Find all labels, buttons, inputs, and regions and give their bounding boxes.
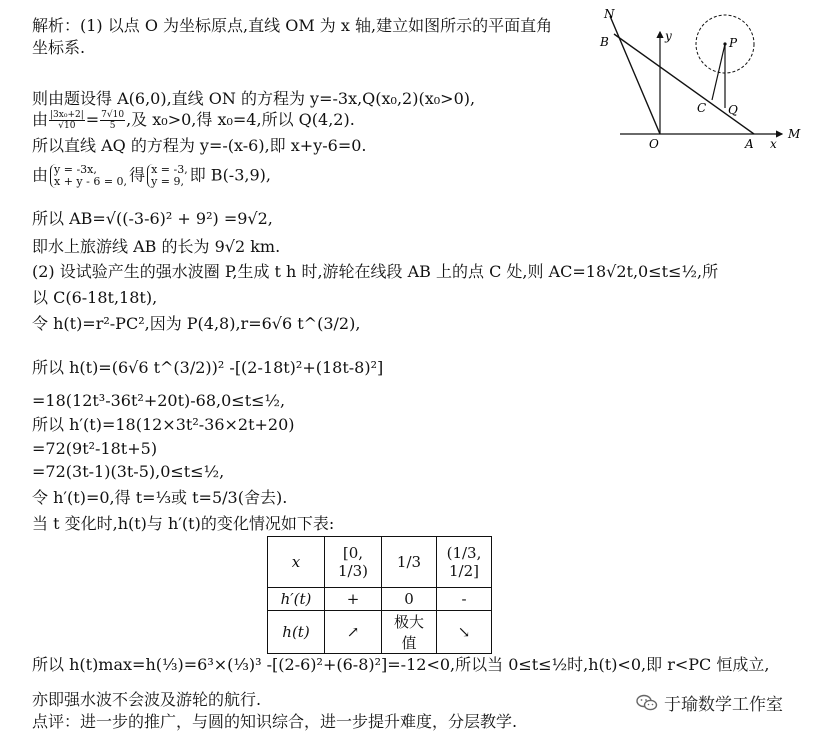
table-cell: + — [325, 588, 382, 611]
table-row — [268, 588, 492, 611]
solution-line-21: 点评：进一步的推广，与圆的知识综合，进一步提升难度，分层教学. — [32, 712, 518, 731]
system1-eq-b: x + y - 6 = 0, — [54, 175, 128, 188]
line6-prefix: 由 — [32, 165, 49, 185]
fraction-value — [100, 110, 125, 131]
line4-prefix: 由 — [32, 110, 49, 129]
fraction-den-2: 5 — [109, 121, 116, 131]
solution-line-7: 所以 AB=√((-3-6)² + 9²) =9√2, — [32, 209, 273, 228]
solution-line-8: 即水上旅游线 AB 的长为 9√2 km. — [32, 237, 281, 256]
label-C: C — [697, 101, 707, 115]
equation-system-2 — [147, 164, 188, 188]
table-cell: [0, 1/3) — [325, 537, 382, 588]
solution-line-14: 所以 h′(t)=18(12×3t²-36×2t+20) — [32, 415, 295, 434]
table-cell: x — [268, 537, 325, 588]
fraction-distance — [49, 110, 85, 131]
table-cell: ↗ — [325, 611, 382, 654]
label-O: O — [649, 137, 659, 151]
label-M: M — [788, 127, 801, 141]
label-N: N — [604, 7, 615, 21]
solution-line-3: 则由题设得 A(6,0),直线 ON 的方程为 y=-3x,Q(x₀,2)(x₀>0), — [32, 89, 476, 108]
solution-line-12: 所以 h(t)=(6√6 t^(3/2))² -[(2-18t)²+(18t-8)²] — [32, 358, 384, 377]
line6-mid: 得 — [129, 165, 146, 185]
solution-line-18: 当 t 变化时,h(t)与 h′(t)的变化情况如下表: — [32, 514, 335, 533]
system1-eq-a: y = -3x, — [54, 163, 97, 176]
label-B: B — [600, 35, 609, 49]
table-cell: h(t) — [268, 611, 325, 654]
wechat-icon — [636, 694, 658, 717]
table-cell: h′(t) — [268, 588, 325, 611]
table-cell: (1/3, 1/2] — [437, 537, 492, 588]
line4-rest: ,及 x₀>0,得 x₀=4,所以 Q(4,2). — [126, 110, 355, 129]
segment-PC — [712, 44, 725, 100]
line-ON — [610, 16, 660, 134]
solution-line-16: =72(3t-1)(3t-5),0≤t≤½, — [32, 462, 225, 481]
system2-eq-b: y = 9, — [151, 175, 184, 188]
table-cell: 0 — [382, 588, 437, 611]
solution-line-15: =72(9t²-18t+5) — [32, 439, 158, 458]
fraction-num-2: 7√10 — [101, 110, 125, 120]
label-x: x — [770, 137, 777, 151]
table-cell: 1/3 — [382, 537, 437, 588]
solution-line-5: 所以直线 AQ 的方程为 y=-(x-6),即 x+y-6=0. — [32, 136, 367, 155]
table-cell: ↘ — [437, 611, 492, 654]
table-header-row — [268, 537, 492, 588]
solution-line-20: 亦即强水波不会波及游轮的航行. — [32, 690, 262, 709]
line4-eq: = — [85, 110, 100, 129]
solution-line-1: 解析：(1) 以点 O 为坐标原点,直线 OM 为 x 轴,建立如图所示的平面直角 — [32, 16, 553, 35]
equation-system-1 — [50, 164, 127, 188]
watermark-text: 于瑜数学工作室 — [664, 695, 783, 715]
table-row — [268, 611, 492, 654]
solution-line-6 — [32, 164, 271, 188]
solution-line-11: 令 h(t)=r²-PC²,因为 P(4,8),r=6√6 t^(3/2), — [32, 314, 361, 333]
solution-line-9: (2) 设试验产生的强水波圈 P,生成 t h 时,游轮在线段 AB 上的点 C 处,则 AC=18√2t,0≤t≤½,所 — [32, 262, 719, 281]
line6-rest: 即 B(-3,9), — [189, 165, 271, 185]
solution-line-13: =18(12t³-36t²+20t)-68,0≤t≤½, — [32, 391, 286, 410]
system2-eq-a: x = -3, — [151, 163, 188, 176]
solution-line-10: 以 C(6-18t,18t), — [32, 288, 158, 307]
fraction-den: √10 — [58, 121, 76, 131]
table-cell: 极大值 — [382, 611, 437, 654]
table-cell: - — [437, 588, 492, 611]
solution-line-2: 坐标系. — [32, 38, 86, 57]
label-A: A — [745, 137, 754, 151]
label-Q: Q — [728, 103, 738, 117]
solution-line-4 — [32, 110, 355, 131]
variation-table — [267, 536, 492, 654]
watermark — [636, 690, 783, 717]
label-y: y — [665, 29, 672, 43]
solution-line-17: 令 h′(t)=0,得 t=⅓或 t=5/3(舍去). — [32, 488, 288, 507]
solution-line-19: 所以 h(t)max=h(⅓)=6³×(⅓)³ -[(2-6)²+(6-8)²]=-12<0,所以当 0≤t≤½时,h(t)<0,即 r<PC 恒成立, — [32, 655, 770, 674]
label-P: P — [729, 36, 738, 50]
coordinate-figure — [592, 4, 814, 154]
fraction-num: |3x₀+2| — [50, 110, 84, 120]
